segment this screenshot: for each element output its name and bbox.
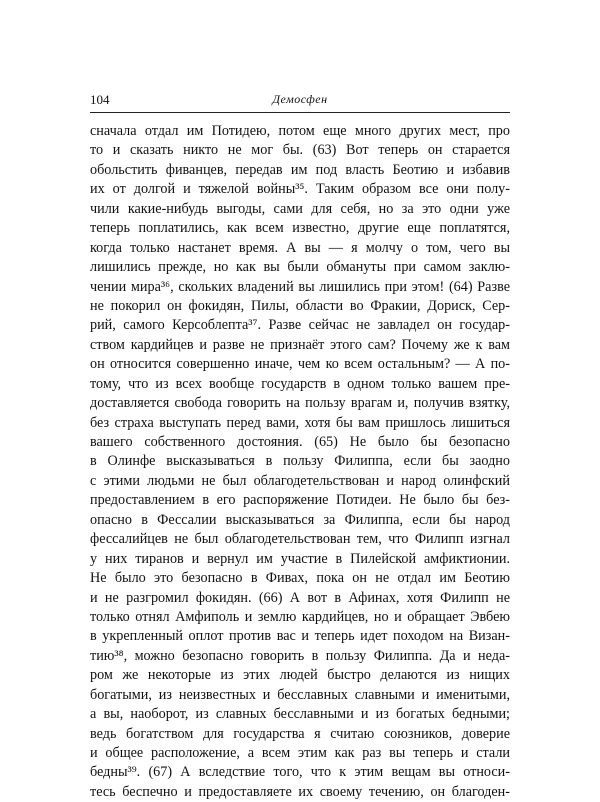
text-line: лишились прежде, но как вы были обмануты при самом заклю- [90,259,510,276]
text-line: тесь беспечно и предоставляете их своему течению, он благоден- [90,783,510,800]
text-line: чении мира³⁶, скольких владений вы лишились при этом! (64) Разве [90,278,510,295]
text-line: теперь поплатились, как всем известно, другие еще поплатятся, [90,220,510,237]
text-line: обольстить фиванцев, передав им под власть Беотию и избавив [90,161,510,178]
text-line: их от долгой и тяжелой войны³⁵. Таким образом все они полу- [90,181,510,198]
text-line: у них тиранов и вернул им участие в Пилейской амфиктионии. [90,550,510,567]
text-line: опасно в Фессалии высказываться за Филиппа, если бы народ [90,511,510,528]
text-line: вашего собственного достояния. (65) Не было бы безопасно [90,434,510,450]
text-line: а вы, наоборот, из славных бесславными и из богатых бедными; [90,706,510,723]
text-line: в Олинфе высказываться в пользу Филиппа, если бы заодно [90,453,510,470]
text-line: он относится совершенно иначе, чем ко всем остальным? — А по- [90,356,510,373]
text-line: только отнял Амфиполь и землю кардийцев, но и обращает Эвбею [90,608,510,625]
text-line: и общее расположение, а всем этим как раз вы теперь и стали [90,745,510,761]
text-line: с этими людьми не был облагодетельствован и народ олинфский [90,472,510,489]
page-number: 104 [90,92,110,107]
text-line: фессалийцев не был облагодетельствован тем, что Филипп изгнал [90,531,510,548]
header-rule [90,112,510,113]
text-line: без страха выступать перед вами, хотя бы вам пришлось лишиться [90,414,510,431]
text-line: ведь богатством для государства я считаю союзников, доверие [90,725,510,742]
text-line: ром же некоторые из этих людей быстро делаются из нищих [90,667,510,684]
text-line: бедны³⁹. (67) А вследствие того, что к этим вещам вы относи- [90,764,510,781]
text-line: не покорил он фокидян, Пилы, области во Фракии, Дориск, Сер- [90,297,510,314]
text-line: то и сказать никто не мог бы. (63) Вот теперь он старается [90,142,510,159]
running-title: Демосфен [272,92,328,106]
text-line: в укрепленный оплот против вас и теперь идет походом на Визан- [90,628,510,645]
text-line: тому, что из всех вообще государств в одном только вашем пре- [90,375,510,392]
text-line: тию³⁸, можно безопасно говорить в пользу Филиппа. Да и неда- [90,647,510,664]
text-line: сначала отдал им Потидею, потом еще много других мест, про [90,123,510,139]
text-line: рий, самого Керсоблепта³⁷. Разве сейчас не завладел он государ- [90,317,510,334]
text-line: богатыми, из неизвестных и бесславных славными и именитыми, [90,686,510,703]
text-line: когда только настанет время. А вы — я молчу о том, чего вы [90,239,510,256]
text-line: Не было это безопасно в Фивах, пока он не отдал им Беотию [90,570,510,587]
body-text [90,122,510,802]
text-line: чили какие-нибудь выгоды, сами для себя, но за это одни уже [90,200,510,217]
text-line: ством кардийцев и разве не признаёт этого сам? Почему же к вам [90,336,510,353]
text-line: доставляется свобода говорить на пользу врагам и, получив взятку, [90,395,510,412]
text-line: предоставлением в его распоряжение Потидеи. Не было бы без- [90,492,510,509]
text-line: и не разгромил фокидян. (66) А вот в Афинах, хотя Филипп не [90,589,510,606]
